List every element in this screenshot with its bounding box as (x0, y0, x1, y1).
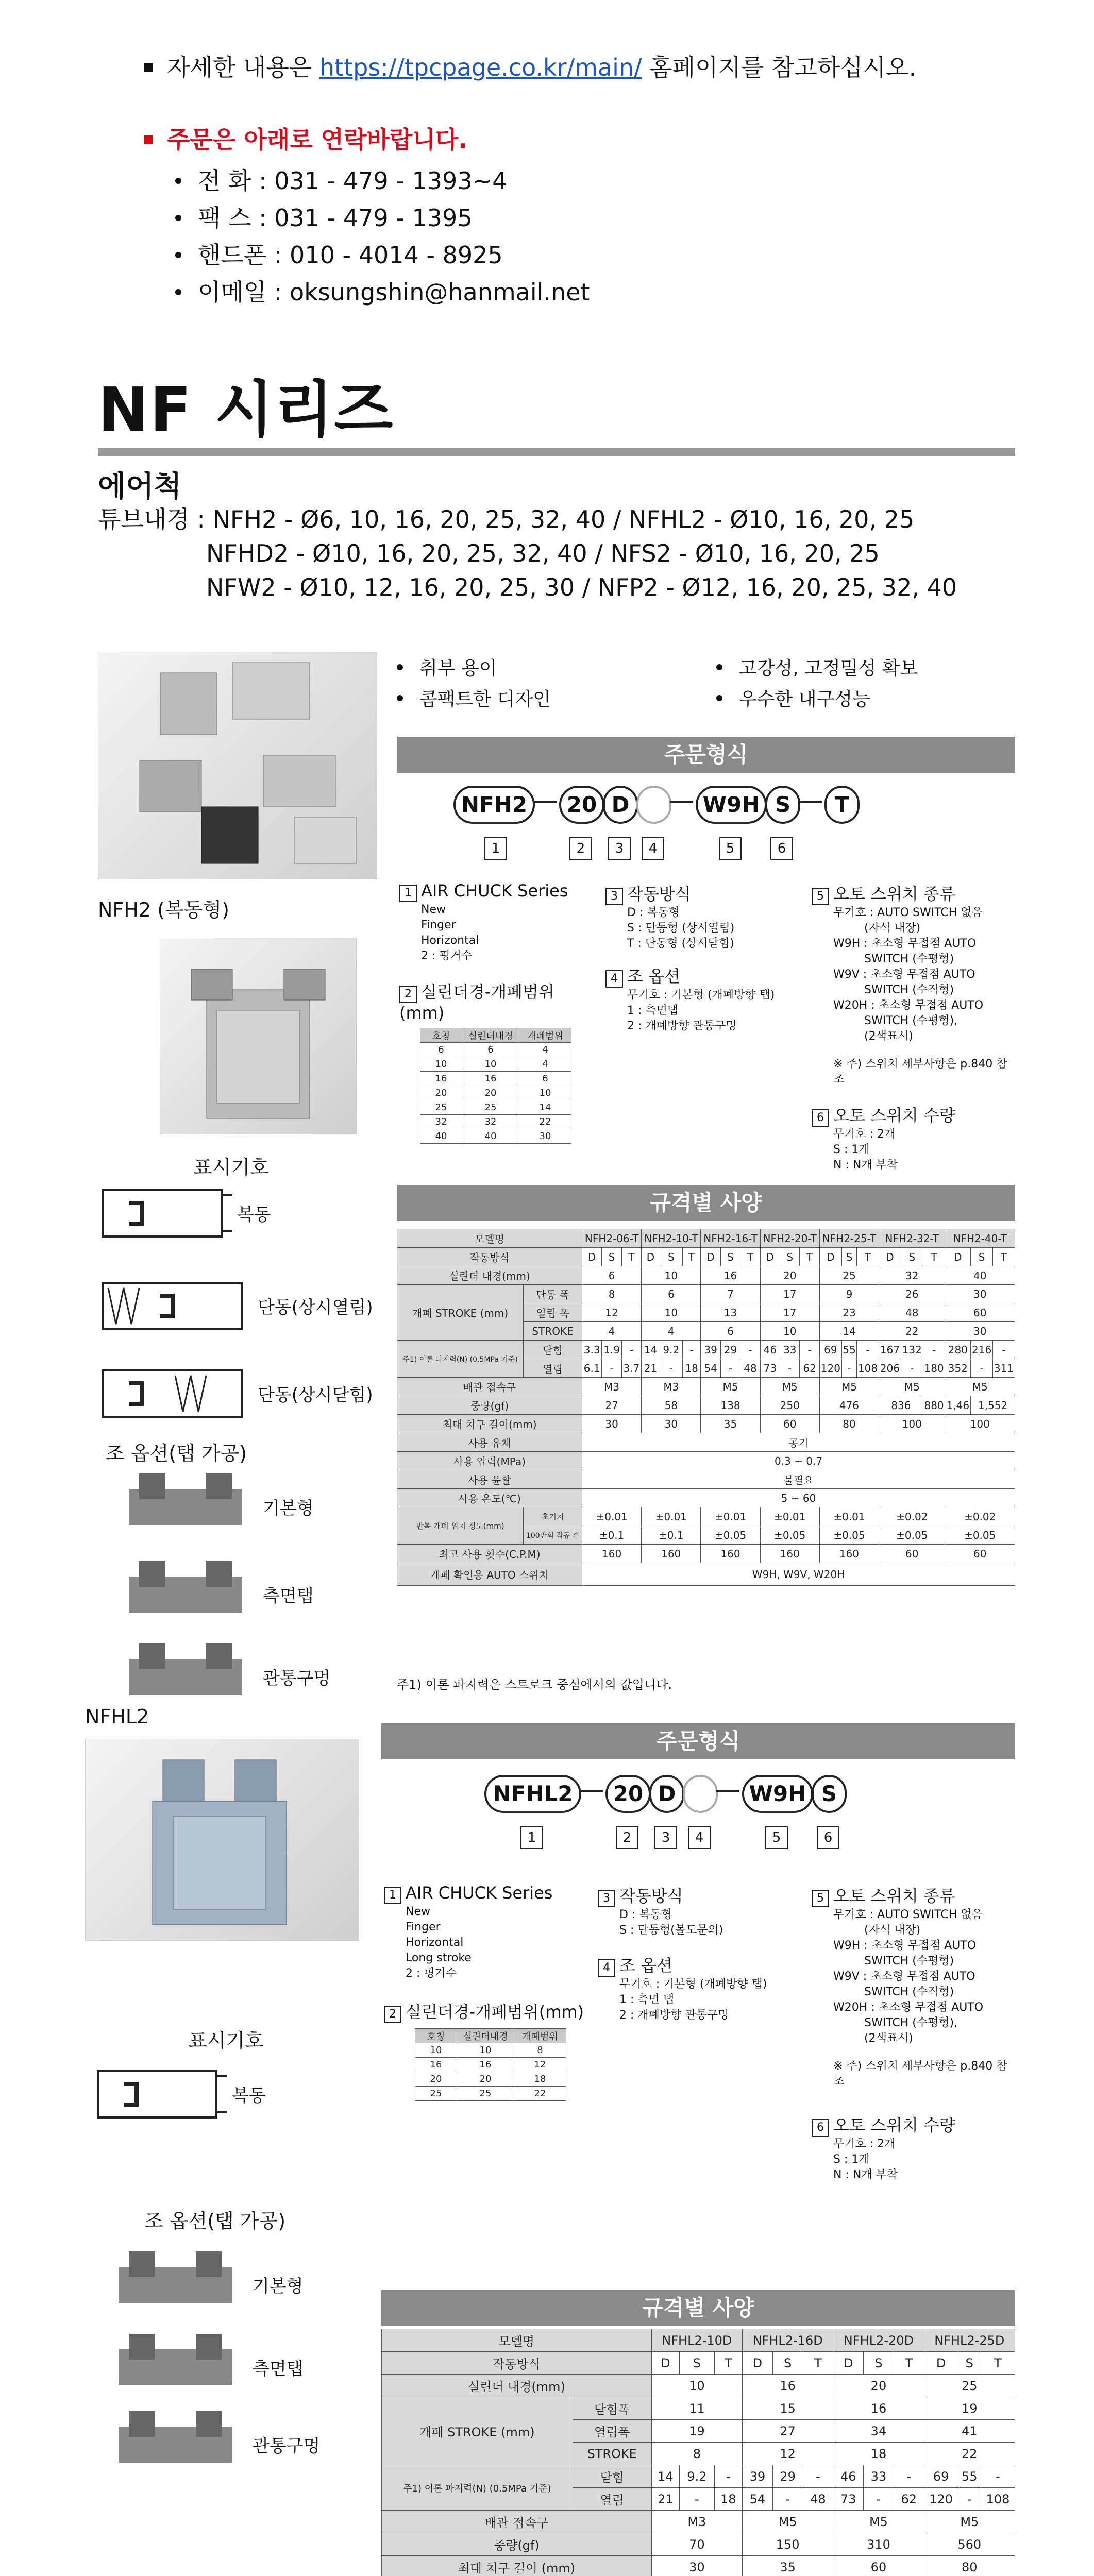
nfh2-jaw-options (119, 1468, 386, 1716)
nfhl2-symbol-double-acting: 복동 (93, 2061, 350, 2128)
nfh2-bore-range-table: 호칭 실린더내경 개폐범위 6 6 4 10 10 4 16 16 6 20 20 10 25 25 14 32 32 22 40 40 30 (420, 1028, 571, 1144)
nfh2-jaw-option-title: 조 옵션(탭 가공) (106, 1442, 247, 1465)
dot-bullet-icon (716, 664, 722, 670)
nfh2-sec3: 3 작동방식 D : 복동형 S : 단동형 (상시열림) T : 단동형 (상시닫힘) (605, 881, 801, 952)
nfhl2-sec4: 4 조 옵션 무기호 : 기본형 (개폐방향 탭) 1 : 측면 탭 2 : 개폐방향 관통구멍 (598, 1953, 804, 2023)
nfh2-sec5: 5 오토 스위치 종류 무기호 : AUTO SWITCH 없음 (자석 내장) W9H : 초소형 무접점 AUTO SWITCH (수평형) W9V : 초소형 무접점 AUTO SWITCH (수직형) W20H : 초소형 무접점 AUTO SWITCH (수평형), (2색표시) ※ 주) 스위치 세부사항은 p.840 참조 (812, 881, 1015, 1088)
nfhl2-spec-table: 모델명 NFHL2-10D NFHL2-16D NFHL2-20D NFHL2-25D 작동방식 D S T D S T D S T D S T 실린더 내경(mm) 10 16 20 25 개폐 STROKE (mm) 닫힘폭 11 15 16 19 열림폭 19 27 34 41 STROKE 8 12 18 22 주1) 이론 파지력(N) (0.5MPa 기준) 닫힘 14 9.2 - 39 29 - 46 33 - 69 55 - 열림 21 - 18 54 - 48 73 - 62 120 - 108 배관 접속구 M3 M5 M5 M5 중량(gf) 70 150 310 560 최대 치구 길이 (mm) 30 35 60 80 (381, 2329, 1015, 2576)
nfh2-sec2: 2 실린더경-개폐범위(mm) 호칭 실린더내경 개폐범위 6 6 4 10 10 4 16 16 6 20 20 10 25 25 14 32 32 22 40 40 30 (399, 979, 595, 1144)
nfhl2-symbol-title: 표시기호 (188, 2029, 264, 2052)
double-acting-symbol-icon (93, 2061, 227, 2128)
jaw-basic-label: 기본형 (253, 2276, 304, 2297)
dot-bullet-icon (397, 664, 403, 670)
homepage-link[interactable]: https://tpcpage.co.kr/main/ (319, 54, 642, 81)
nfhl2-sec3: 3 작동방식 D : 복동형 S : 단동형(볼도문의) (598, 1883, 804, 1938)
nfh2-sec4: 4 조 옵션 무기호 : 기본형 (개폐방향 탭) 1 : 측면탭 2 : 개폐방향 관통구멍 (605, 963, 801, 1034)
series-title: NF 시리즈 (98, 374, 394, 445)
nfhl2-order-code: NFHL2 20 D W9H S 1 2 3 4 5 6 (484, 1775, 948, 1862)
jaw-side-tap-label: 측면탭 (263, 1586, 314, 1606)
nfh2-sec1: 1 AIR CHUCK Series New Finger Horizontal 2 : 핑거수 (399, 881, 595, 964)
contact-mobile: 핸드폰 : 010 - 4014 - 8925 (175, 236, 590, 274)
dot-bullet-icon (175, 252, 181, 258)
jaw-through-hole-image (119, 1638, 253, 1710)
contact-list (175, 162, 590, 311)
nfh2-order-format-bar: 주문형식 (397, 737, 1015, 773)
nfh2-detail-photo (160, 938, 357, 1134)
contact-fax: 팩 스 : 031 - 479 - 1395 (175, 199, 590, 236)
contact-phone: 전 화 : 031 - 479 - 1393~4 (175, 162, 590, 199)
nfh2-spec-table: 모델명 NFH2-06-T NFH2-10-T NFH2-16-T NFH2-20-T NFH2-25-T NFH2-32-T NFH2-40-T 작동방식 D S T D S T D S T D S T D S T D S T D S T 실린더 내경(mm) 6 10 16 20 25 32 40 개폐 STROKE (mm) 단동 폭 8 6 7 17 9 26 30 열림 폭 12 10 13 17 23 48 60 STROKE 4 4 6 10 14 22 30 주1) 이론 파지력(N) (0.5MPa 기준) 닫힘 3.3 1.9 - 14 9.2 - 39 29 - 46 33 - 69 55 - 167 132 - 280 216 - 열림 6.1 - 3.7 21 - 18 54 - 48 73 - 62 120 - 108 206 - 180 352 - 311 배관 접속구 M3 M3 M5 M5 M5 M5 M5 중량(gf) 27 58 138 250 476 836 880 1,46 1,552 최대 치구 길이(mm) 30 30 35 60 80 100 100 사용 유체 공기 사용 압력(MPa) 0.3 ~ 0.7 사용 윤활 불필요 사용 온도(℃) 5 ~ 60 반복 개폐 위치 정도(mm) 초기치 ±0.01 ±0.01 ±0.01 ±0.01 ±0.01 ±0.02 ±0.02 100만회 작동 후 ±0.1 ±0.1 ±0.05 ±0.05 ±0.05 ±0.05 ±0.05 최고 사용 횟수(C.P.M) 160 160 160 160 160 60 60 개폐 확인용 AUTO 스위치 W9H, W9V, W20H (397, 1229, 1015, 1586)
nfhl2-chuck-image (86, 1739, 359, 1940)
tube-bore-list: 튜브내경 : NFH2 - Ø6, 10, 16, 20, 25, 32, 40 / NFHL2 - Ø10, 16, 20, 25 NFHD2 - Ø10, 16, 20, 25, 32, 40 / NFS2 - Ø10, 16, 20, 25 NFW2 - Ø10, 12, 16, 20, 25, 30 / NFP2 - Ø12, 16, 20, 25, 32, 40 (98, 505, 957, 601)
nfhl2-sec1: 1 AIR CHUCK Series New Finger Horizontal Long stroke 2 : 핑거수 (384, 1883, 590, 1981)
dot-bullet-icon (397, 695, 403, 701)
dot-bullet-icon (175, 215, 181, 221)
nfhl2-label: NFHL2 (85, 1705, 149, 1728)
air-chuck-group-image (98, 652, 377, 879)
symbol-double-acting: 복동 (98, 1180, 386, 1247)
jaw-through-hole-label: 관통구멍 (253, 2436, 321, 2456)
square-bullet-icon (144, 135, 153, 144)
jaw-through-hole-label: 관통구멍 (263, 1668, 331, 1689)
symbol-single-closed: 단동(상시닫힘) (98, 1360, 386, 1427)
nfhl2-sec5: 5 오토 스위치 종류 무기호 : AUTO SWITCH 없음 (자석 내장) W9H : 초소형 무접점 AUTO SWITCH (수평형) W9V : 초소형 무접점 AUTO SWITCH (수직형) W20H : 초소형 무접점 AUTO SWITCH (수평형), (2색표시) ※ 주) 스위치 세부사항은 p.840 참조 (812, 1883, 1015, 2090)
nfh2-spec-footnote: 주1) 이론 파지력은 스트로크 중심에서의 값입니다. (397, 1677, 672, 1692)
homepage-line: 자세한 내용은 https://tpcpage.co.kr/main/ 홈페이지를 참고하십시오. (144, 49, 916, 86)
jaw-basic-image (119, 1468, 253, 1540)
nfhl2-jaw-option-title: 조 옵션(탭 가공) (144, 2210, 286, 2232)
nfh2-spec-bar: 규격별 사양 (397, 1185, 1015, 1221)
nfh2-symbol-title: 표시기호 (193, 1156, 269, 1179)
dot-bullet-icon (175, 289, 181, 295)
nfhl2-product-photo (85, 1739, 359, 1941)
nfh2-product-photo (98, 652, 377, 879)
symbol-single-open: 단동(상시열림) (98, 1273, 386, 1340)
nfh2-photo-caption: NFH2 (복동형) (98, 899, 229, 921)
nfh2-chuck-image (160, 938, 356, 1134)
title-divider (98, 448, 1015, 456)
nfhl2-sec2: 2 실린더경-개폐범위(mm) 호칭 실린더내경 개폐범위 10 10 8 16 16 12 20 20 18 25 25 22 (384, 1999, 590, 2101)
nfhl2-bore-range-table: 호칭 실린더내경 개폐범위 10 10 8 16 16 12 20 20 18 25 25 22 (415, 2028, 566, 2101)
single-acting-closed-symbol-icon (98, 1360, 253, 1427)
jaw-basic-image (108, 2246, 242, 2318)
contact-email: 이메일 : oksungshin@hanmail.net (175, 274, 590, 311)
nfhl2-sec6: 6 오토 스위치 수량 무기호 : 2개 S : 1개 N : N개 부착 (812, 2112, 1015, 2183)
square-bullet-icon (144, 63, 153, 72)
nfh2-order-code: NFH2 20 D W9H S T 1 2 3 4 5 6 (453, 786, 969, 873)
jaw-through-hole-image (108, 2406, 242, 2478)
nfhl2-jaw-options (108, 2246, 376, 2494)
nfhl2-spec-bar: 규격별 사양 (381, 2290, 1015, 2326)
dot-bullet-icon (716, 695, 722, 701)
dot-bullet-icon (175, 178, 181, 184)
nfh2-sec6: 6 오토 스위치 수량 무기호 : 2개 S : 1개 N : N개 부착 (812, 1103, 1015, 1173)
jaw-side-tap-label: 측면탭 (253, 2359, 304, 2379)
jaw-basic-label: 기본형 (263, 1498, 314, 1519)
single-acting-open-symbol-icon (98, 1273, 253, 1340)
jaw-side-tap-image (119, 1556, 253, 1628)
double-acting-symbol-icon (98, 1180, 232, 1247)
series-subtitle: 에어척 (98, 470, 182, 503)
jaw-side-tap-image (108, 2329, 242, 2401)
order-contact-title: 주문은 아래로 연락바랍니다. (144, 121, 467, 158)
nfhl2-order-format-bar: 주문형식 (381, 1723, 1015, 1759)
